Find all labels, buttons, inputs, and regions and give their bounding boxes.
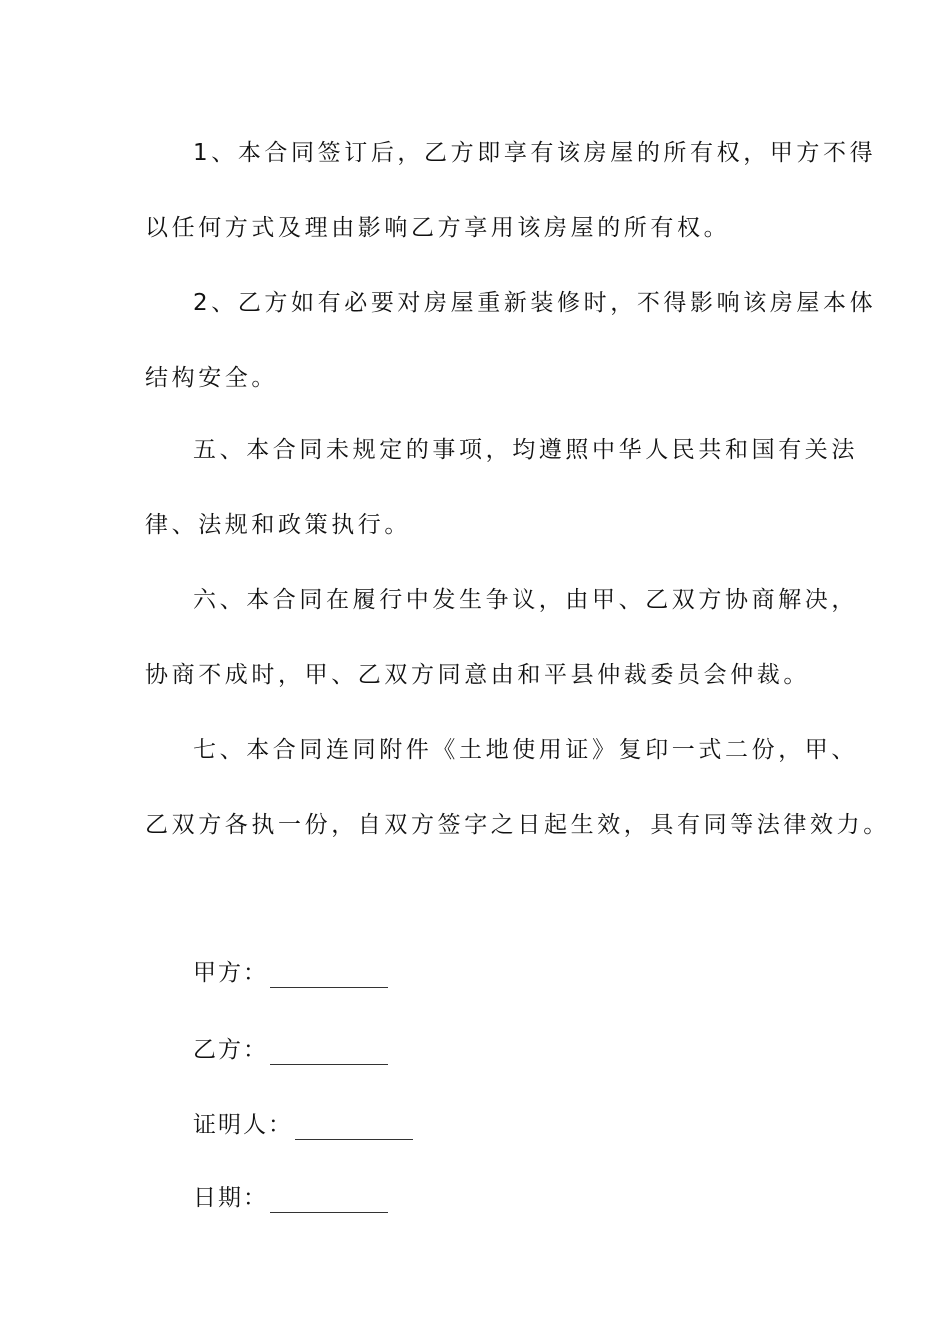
clause-1-line-1: 1、本合同签订后，乙方即享有该房屋的所有权，甲方不得: [193, 140, 877, 166]
witness-signature-line: [295, 1117, 413, 1140]
signature-witness: [193, 1110, 413, 1140]
signature-party-b: [193, 1035, 388, 1065]
party-a-signature-line: [270, 965, 388, 988]
clause-6-line-1: 六、本合同在履行中发生争议，由甲、乙双方协商解决，: [193, 587, 858, 613]
signature-party-a: [193, 958, 388, 988]
party-b-label: 乙方：: [193, 1037, 268, 1063]
party-a-label: 甲方：: [193, 960, 268, 986]
witness-label: 证明人：: [193, 1112, 293, 1138]
clause-5-line-1: 五、本合同未规定的事项，均遵照中华人民共和国有关法: [193, 437, 858, 463]
clause-5-line-2: 律、法规和政策执行。: [145, 512, 411, 538]
signature-date: [193, 1183, 388, 1213]
date-signature-line: [270, 1190, 388, 1213]
clause-6-line-2: 协商不成时，甲、乙双方同意由和平县仲裁委员会仲裁。: [145, 662, 810, 688]
clause-7-line-2: 乙双方各执一份，自双方签字之日起生效，具有同等法律效力。: [145, 812, 890, 838]
clause-2-line-2: 结构安全。: [145, 365, 278, 391]
clause-2-line-1: 2、乙方如有必要对房屋重新装修时，不得影响该房屋本体: [193, 290, 877, 316]
clause-1-line-2: 以任何方式及理由影响乙方享用该房屋的所有权。: [145, 215, 731, 241]
date-label: 日期：: [193, 1185, 268, 1211]
party-b-signature-line: [270, 1042, 388, 1065]
clause-7-line-1: 七、本合同连同附件《土地使用证》复印一式二份，甲、: [193, 737, 858, 763]
